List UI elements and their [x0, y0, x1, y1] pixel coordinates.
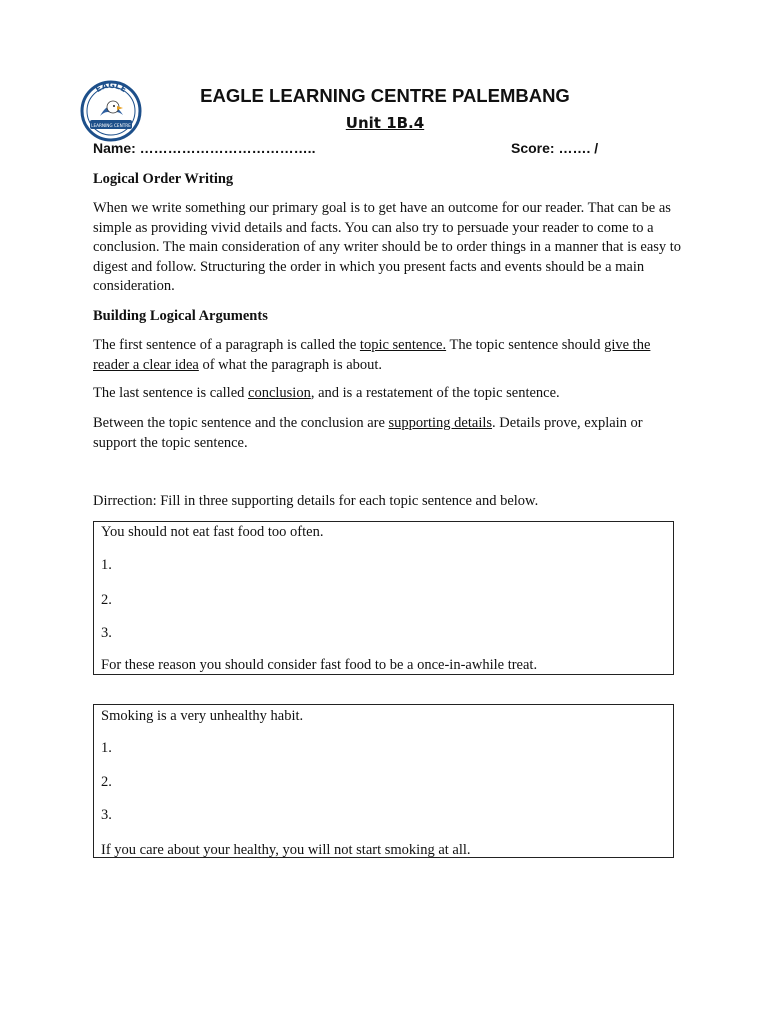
- score-field: Score: ……. /: [511, 140, 599, 156]
- school-name: EAGLE LEARNING CENTRE PALEMBANG: [200, 85, 570, 106]
- direction-text: Dirrection: Fill in three supporting details for each topic sentence and below.: [93, 493, 539, 509]
- school-logo: [80, 80, 142, 142]
- logo-ribbon-text: LEARNING CENTRE: [91, 123, 131, 128]
- name-field: Name: ………………………………..: [93, 140, 316, 156]
- exercise-box-smoking: [93, 704, 674, 858]
- unit-title: Unit 1B.4: [345, 114, 425, 132]
- box-topic-sentence: You should not eat fast food too often.: [101, 524, 324, 540]
- box-item-1: 1.: [101, 740, 112, 756]
- topic-sentence-term: topic sentence.: [359, 337, 447, 353]
- exercise-box-fast-food: [93, 521, 674, 675]
- box-conclusion: If you care about your healthy, you will not start smoking at all.: [101, 842, 471, 858]
- topic-sentence-paragraph: The first sentence of a paragraph is called the topic sentence. The topic sentence should give the reader a clear idea of what the paragraph is about.: [93, 337, 651, 373]
- heading-logical-order-writing: Logical Order Writing: [93, 171, 234, 187]
- intro-paragraph: When we write something our primary goal is to get have an outcome for our reader. That can be as simple as providing vivid details and facts. You can also try to persuade your reader to come to a conclusion. The main consideration of any writer should be to order things in a manner that is easy to digest and follow. Structuring the order in which you present facts and events should be a main consideration.: [93, 200, 682, 294]
- supporting-details-paragraph: Between the topic sentence and the conclusion are supporting details. Details prove, explain or support the topic sentence.: [93, 415, 643, 451]
- box-item-3: 3.: [101, 807, 112, 823]
- conclusion-term: conclusion: [248, 385, 311, 401]
- supporting-details-term: supporting details: [388, 415, 493, 431]
- box-topic-sentence: Smoking is a very unhealthy habit.: [101, 708, 304, 724]
- box-item-3: 3.: [101, 625, 112, 641]
- clear-idea-term: give the reader a clear idea: [93, 337, 651, 373]
- box-item-1: 1.: [101, 557, 112, 573]
- box-conclusion: For these reason you should consider fast food to be a once-in-awhile treat.: [101, 657, 538, 673]
- heading-building-logical-arguments: Building Logical Arguments: [93, 308, 268, 324]
- box-item-2: 2.: [101, 774, 112, 790]
- box-item-2: 2.: [101, 592, 112, 608]
- conclusion-paragraph: The last sentence is called conclusion, and is a restatement of the topic sentence.: [93, 385, 560, 401]
- logo-arc-text: EAGLE: [93, 80, 129, 95]
